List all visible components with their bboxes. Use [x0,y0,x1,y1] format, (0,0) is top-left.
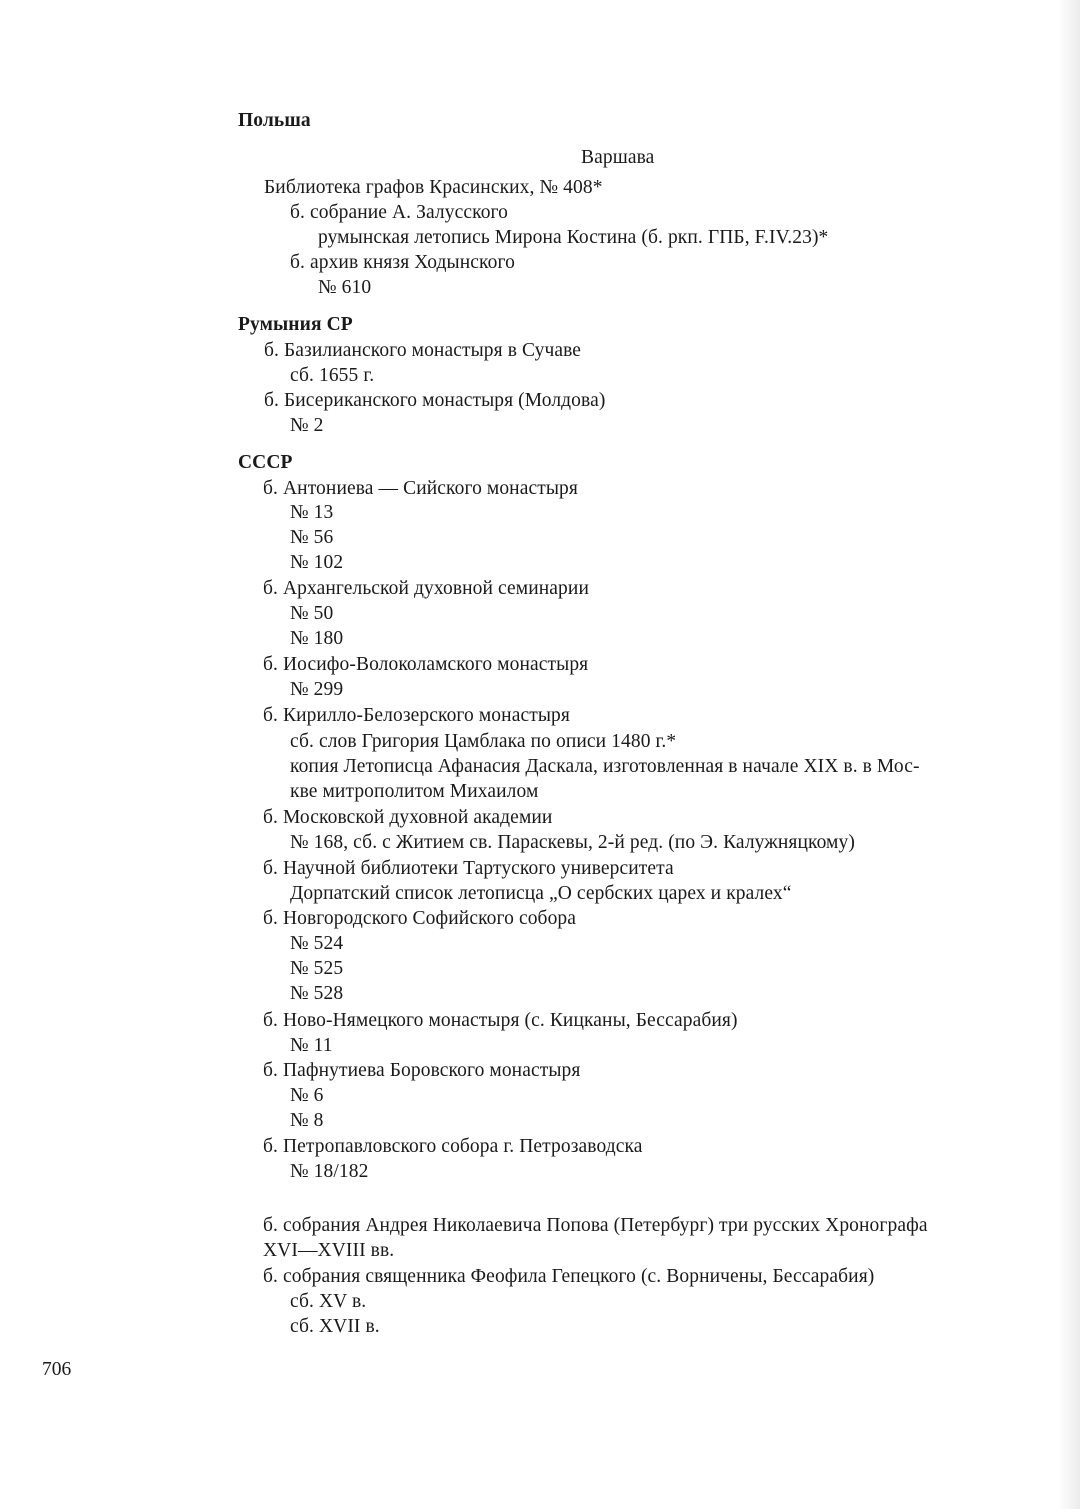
entry-line: № 2 [290,415,324,436]
entry-line: б. Новгородского Софийского собора [263,908,577,929]
entry-line: б. Петропавловского собора г. Петрозаводска [263,1136,643,1157]
entry-line: б. Архангельской духовной семинарии [263,578,589,599]
section-heading-ussr: СССР [238,452,293,473]
entry-line: № 168, сб. с Житием св. Параскевы, 2-й ред. (по Э. Калужняцкому) [290,832,855,853]
entry-line: б. собрание А. Залусского [290,202,509,223]
section-heading-poland: Польша [238,110,311,131]
entry-line: б. Московской духовной академии [263,807,553,828]
entry-line: № 8 [290,1110,324,1131]
city-heading-warsaw: Варшава [581,147,655,168]
entry-line: б. собрания священника Феофила Гепецкого (с. Ворничены, Бессарабия) [263,1266,875,1287]
entry-line: б. Кирилло-Белозерского монастыря [263,705,570,726]
entry-line: румынская летопись Мирона Костина (б. ркп. ГПБ, F.IV.23)* [318,227,829,248]
entry-line: № 299 [290,679,344,700]
page-edge-shadow [1058,0,1080,1509]
entry-line: б. Пафнутиева Боровского монастыря [263,1060,581,1081]
entry-line: кве митрополитом Михаилом [290,781,539,802]
entry-line: № 180 [290,628,344,649]
page-number: 706 [42,1359,72,1380]
entry-line: б. собрания Андрея Николаевича Попова (Петербург) три русских Хронографа [263,1215,928,1236]
entry-line: № 50 [290,603,334,624]
entry-line: № 610 [318,277,372,298]
entry-line: № 525 [290,958,344,979]
entry-line: б. Бисериканского монастыря (Молдова) [264,390,606,411]
entry-line: б. Ново-Нямецкого монастыря (с. Кицканы, Бессарабия) [263,1010,738,1031]
entry-line: сб. XV в. [290,1291,367,1312]
entry-line: Дорпатский список летописца „О сербских царех и кралех“ [290,883,792,904]
entry-line: б. Антониева — Сийского монастыря [263,478,578,499]
entry-line: № 56 [290,527,334,548]
entry-line: № 524 [290,933,344,954]
entry-line: сб. XVII в. [290,1316,380,1337]
entry-line: б. Иосифо-Волоколамского монастыря [263,654,589,675]
section-heading-romania: Румыния СР [238,314,353,335]
entry-line: б. Базилианского монастыря в Сучаве [264,340,582,361]
entry-line: XVI—XVIII вв. [263,1240,395,1261]
entry-line: сб. слов Григория Цамблака по описи 1480 г.* [290,731,677,752]
entry-line: № 13 [290,502,334,523]
entry-line: № 11 [290,1035,333,1056]
entry-line: копия Летописца Афанасия Даскала, изготовленная в начале XIX в. в Мос- [290,756,920,777]
entry-line: № 528 [290,983,344,1004]
entry-line: Библиотека графов Красинских, № 408* [264,177,603,198]
entry-line: сб. 1655 г. [290,365,375,386]
entry-line: № 102 [290,552,344,573]
entry-line: б. архив князя Ходынского [290,252,515,273]
entry-line: № 18/182 [290,1161,369,1182]
entry-line: № 6 [290,1085,324,1106]
entry-line: б. Научной библиотеки Тартуского университета [263,858,674,879]
